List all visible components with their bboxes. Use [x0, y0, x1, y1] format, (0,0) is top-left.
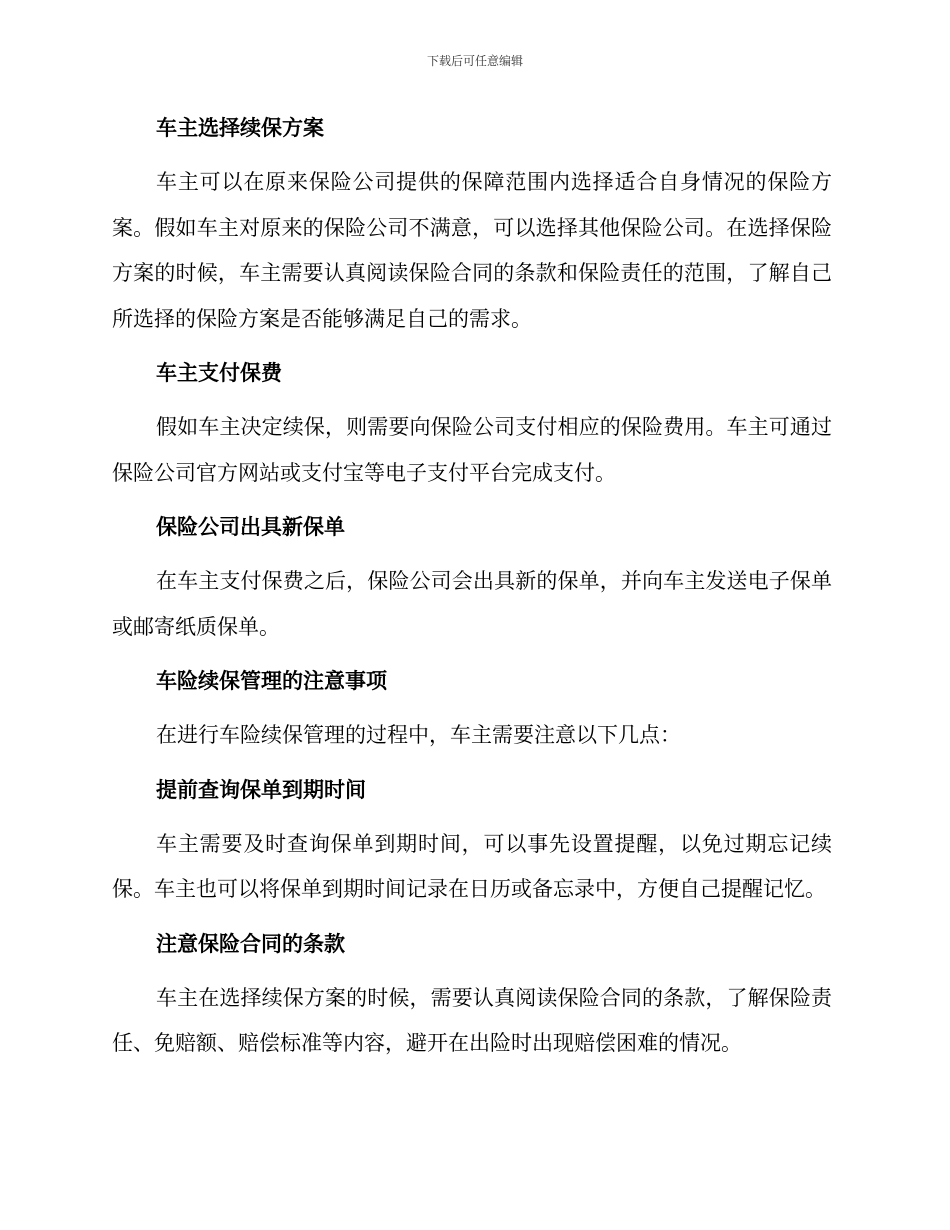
section-heading-pay-premium: 车主支付保费 [156, 361, 282, 385]
section-heading-check-expiry: 提前查询保单到期时间 [156, 777, 366, 802]
section-heading-notes: 车险续保管理的注意事项 [156, 669, 387, 693]
section-heading-new-policy: 保险公司出具新保单 [156, 515, 345, 539]
section-paragraph-contract-terms: 车主在选择续保方案的时候，需要认真阅读保险合同的条款，了解保险责任、免赔额、赔偿标准等内容，避开在出险时出现赔偿困难的情况。 [112, 985, 832, 1055]
document-body [112, 106, 832, 1076]
section-paragraph-check-expiry: 车主需要及时查询保单到期时间，可以事先设置提醒，以免过期忘记续保。车主也可以将保单到期时间记录在日历或备忘录中，方便自己提醒记忆。 [112, 831, 832, 901]
section-paragraph-notes: 在进行车险续保管理的过程中，车主需要注意以下几点： [156, 723, 681, 747]
section-heading-contract-terms: 注意保险合同的条款 [156, 931, 345, 956]
section-heading-renewal-plan: 车主选择续保方案 [156, 116, 324, 140]
section-paragraph-renewal-plan: 车主可以在原来保险公司提供的保障范围内选择适合自身情况的保险方案。假如车主对原来的保险公司不满意，可以选择其他保险公司。在选择保险方案的时候，车主需要认真阅读保险合同的条款和保险责任的范围，了解自己所选择的保险方案是否能够满足自己的需求。 [112, 170, 832, 331]
page-header: 下载后可任意编辑 [426, 54, 523, 68]
section-paragraph-pay-premium: 假如车主决定续保，则需要向保险公司支付相应的保险费用。车主可通过保险公司官方网站或支付宝等电子支付平台完成支付。 [112, 415, 832, 485]
section-paragraph-new-policy: 在车主支付保费之后，保险公司会出具新的保单，并向车主发送电子保单或邮寄纸质保单。 [112, 569, 832, 639]
